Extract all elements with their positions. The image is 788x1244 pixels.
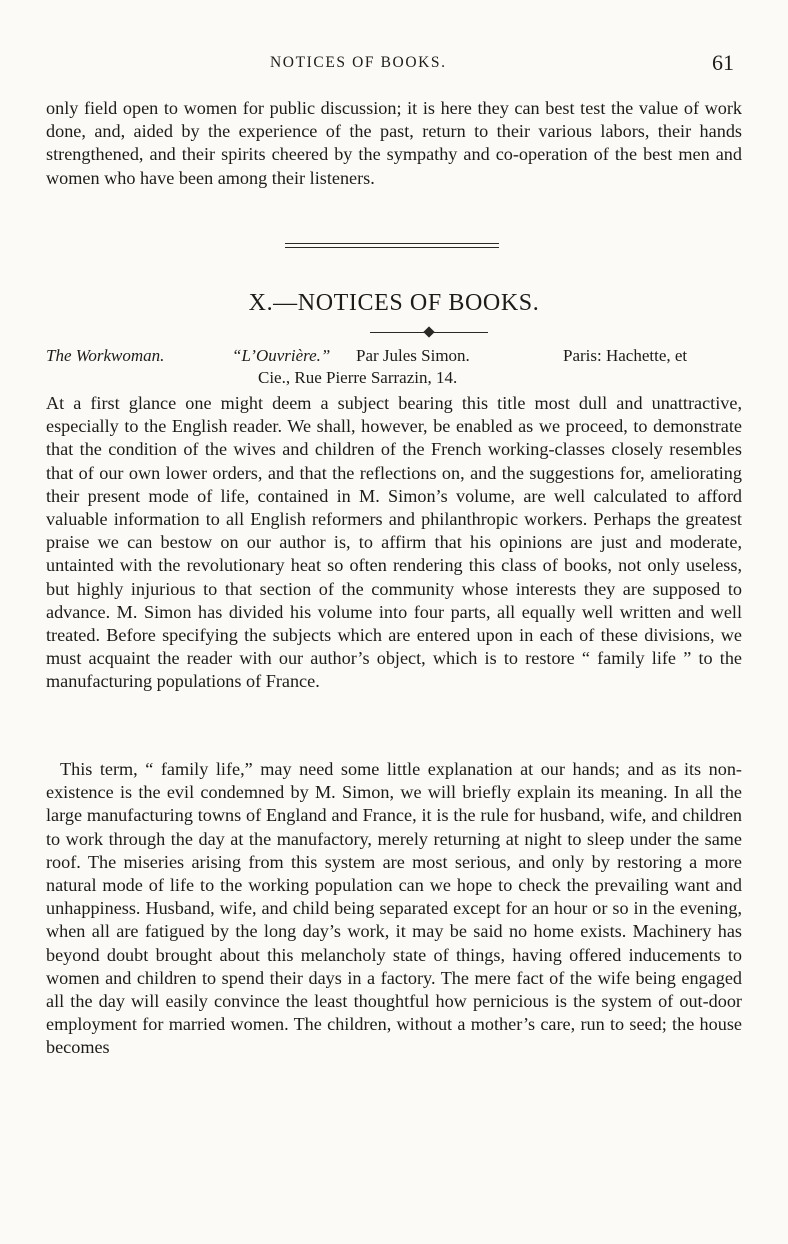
- book-author: Par Jules Simon.: [356, 346, 470, 365]
- book-address: Cie., Rue Pierre Sarrazin, 14.: [258, 368, 458, 387]
- intro-paragraph: only field open to women for public discussion; it is here they can best test the value of work done, and, aided by the experience of the past, return to their various labors, their hands strengthened, and their spirits cheered by the sympathy and co-operation of the best men and women who have been among their listeners.: [46, 98, 742, 188]
- heading-ornament: [370, 327, 488, 339]
- book-title: The Workwoman.: [46, 346, 165, 365]
- page-number: 61: [712, 50, 734, 75]
- running-title: NOTICES OF BOOKS.: [270, 54, 447, 71]
- review-citation: [46, 345, 756, 389]
- book-original-title: “L’Ouvrière.”: [232, 346, 331, 365]
- section-divider: [285, 243, 499, 251]
- section-heading: X.—NOTICES OF BOOKS.: [248, 290, 540, 316]
- running-head: [0, 50, 788, 80]
- book-imprint: Paris: Hachette, et: [563, 346, 688, 365]
- review-paragraph-1: At a first glance one might deem a subject bearing this title most dull and unattractive, especially to the English reader. We shall, however, be enabled as we proceed, to demonstrate that the condition of the wives and children of the French working-classes closely resembles that of our own lower orders, and that the reflections on, and the suggestions for, ameliorating their present mode of life, contained in M. Simon’s volume, are well calculated to afford valuable information to all English reformers and philanthropic workers. Perhaps the greatest praise we can bestow on our author is, to affirm that his opinions are just and moderate, untainted with the revolutionary heat so often rendering this class of books, not only useless, but highly injurious to that section of the community whose interests they are supposed to advance. M. Simon has divided his volume into four parts, all equally well written and well treated. Before specifying the subjects which are entered upon in each of these divisions, we must acquaint the reader with our author’s object, which is to restore “ family life ” to the manufacturing populations of France.: [46, 393, 742, 692]
- diamond-ornament-icon: [423, 326, 434, 337]
- review-paragraph-2: This term, “ family life,” may need some little explanation at our hands; and as its non-existence is the evil condemned by M. Simon, we will briefly explain its meaning. In all the large manufacturing towns of England and France, it is the rule for husband, wife, and children to work through the day at the manufactory, merely returning at night to sleep under the same roof. The miseries arising from this system are most serious, and only by restoring a more natural mode of life to the working population can we hope to check the prevailing want and unhappiness. Husband, wife, and child being separated except for an hour or so in the evening, when all are fatigued by the long day’s work, it may be said no home exists. Machinery has beyond doubt brought about this melancholy state of things, having offered inducements to women and children to spend their days in a factory. The mere fact of the wife being engaged all the day will easily convince the least thoughtful how pernicious is the system of out-door employment for married women. The children, without a mother’s care, run to seed; the house becomes: [46, 759, 742, 1058]
